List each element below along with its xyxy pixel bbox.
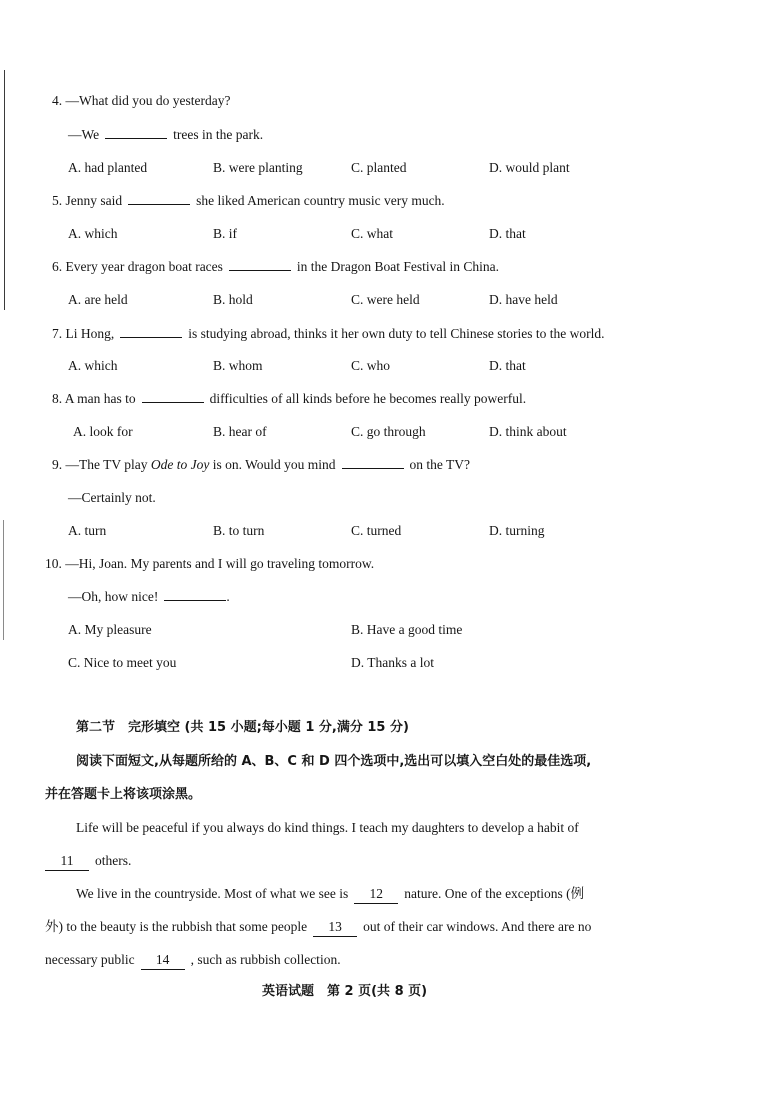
answer-blank xyxy=(342,456,404,469)
passage-line: We live in the countryside. Most of what we see is 12 nature. One of the exceptions (例 xyxy=(76,885,584,904)
cloze-blank-14: 14 xyxy=(141,951,185,970)
cloze-blank-12: 12 xyxy=(354,885,398,904)
passage-line: 11 others. xyxy=(45,852,131,871)
option-d: D. would plant xyxy=(489,160,570,175)
passage-line: Life will be peaceful if you always do kind things. I teach my daughters to develop a habit of xyxy=(76,820,579,835)
passage-line: necessary public 14 , such as rubbish collection. xyxy=(45,951,341,970)
option-c: C. what xyxy=(351,226,393,241)
option-c: C. go through xyxy=(351,424,426,439)
section-instruction-cont: 并在答题卡上将该项涂黑。 xyxy=(45,787,202,802)
answer-blank xyxy=(120,325,182,338)
answer-blank xyxy=(229,258,291,271)
option-d: D. Thanks a lot xyxy=(351,655,434,670)
option-d: D. that xyxy=(489,358,526,373)
question-5: 5. Jenny said she liked American country music very much. xyxy=(52,193,445,208)
option-d: D. that xyxy=(489,226,526,241)
tv-play-title: Ode to Joy xyxy=(150,457,210,472)
question-6: 6. Every year dragon boat races in the Dragon Boat Festival in China. xyxy=(52,259,500,274)
option-d: D. turning xyxy=(489,523,545,538)
option-a: A. which xyxy=(68,226,118,241)
scan-margin-line xyxy=(4,70,5,310)
answer-blank xyxy=(142,390,204,403)
option-c: C. planted xyxy=(351,160,407,175)
option-a: A. which xyxy=(68,358,118,373)
question-4: 4. —What did you do yesterday? xyxy=(52,93,231,108)
option-a: A. turn xyxy=(68,523,107,538)
section-title: 第二节 完形填空 (共 15 小题;每小题 1 分,满分 15 分) xyxy=(76,720,409,735)
option-b: B. if xyxy=(213,226,238,241)
question-9: 9. —The TV play Ode to Joy is on. Would you mind on the TV? xyxy=(52,457,471,472)
page-footer: 英语试题 第 2 页(共 8 页) xyxy=(262,984,428,999)
option-b: B. Have a good time xyxy=(351,622,463,637)
option-c: C. were held xyxy=(351,292,420,307)
answer-blank xyxy=(164,588,226,601)
cloze-blank-11: 11 xyxy=(45,852,89,871)
passage-line: 外) to the beauty is the rubbish that some people 13 out of their car windows. And there are no xyxy=(45,918,591,937)
scan-margin-line xyxy=(3,520,4,640)
question-7: 7. Li Hong, is studying abroad, thinks it her own duty to tell Chinese stories to the world. xyxy=(52,326,605,341)
question-8: 8. A man has to difficulties of all kinds before he becomes really powerful. xyxy=(52,391,527,406)
option-c: C. who xyxy=(351,358,391,373)
question-10-line2: —Oh, how nice! . xyxy=(68,589,230,604)
option-a: A. My pleasure xyxy=(68,622,152,637)
option-a: A. had planted xyxy=(68,160,148,175)
question-4-line2: —We trees in the park. xyxy=(68,127,264,142)
option-a: A. are held xyxy=(68,292,128,307)
option-b: B. hear of xyxy=(213,424,267,439)
option-a: A. look for xyxy=(73,424,133,439)
option-b: B. hold xyxy=(213,292,253,307)
answer-blank xyxy=(128,192,190,205)
option-b: B. were planting xyxy=(213,160,303,175)
option-c: C. turned xyxy=(351,523,402,538)
option-d: D. have held xyxy=(489,292,558,307)
option-b: B. to turn xyxy=(213,523,265,538)
question-9-reply: —Certainly not. xyxy=(68,490,156,505)
option-d: D. think about xyxy=(489,424,567,439)
answer-blank xyxy=(105,126,167,139)
option-c: C. Nice to meet you xyxy=(68,655,177,670)
section-instruction: 阅读下面短文,从每题所给的 A、B、C 和 D 四个选项中,选出可以填入空白处的最佳选项, xyxy=(76,754,592,769)
question-10: 10. —Hi, Joan. My parents and I will go traveling tomorrow. xyxy=(45,556,375,571)
cloze-blank-13: 13 xyxy=(313,918,357,937)
option-b: B. whom xyxy=(213,358,263,373)
